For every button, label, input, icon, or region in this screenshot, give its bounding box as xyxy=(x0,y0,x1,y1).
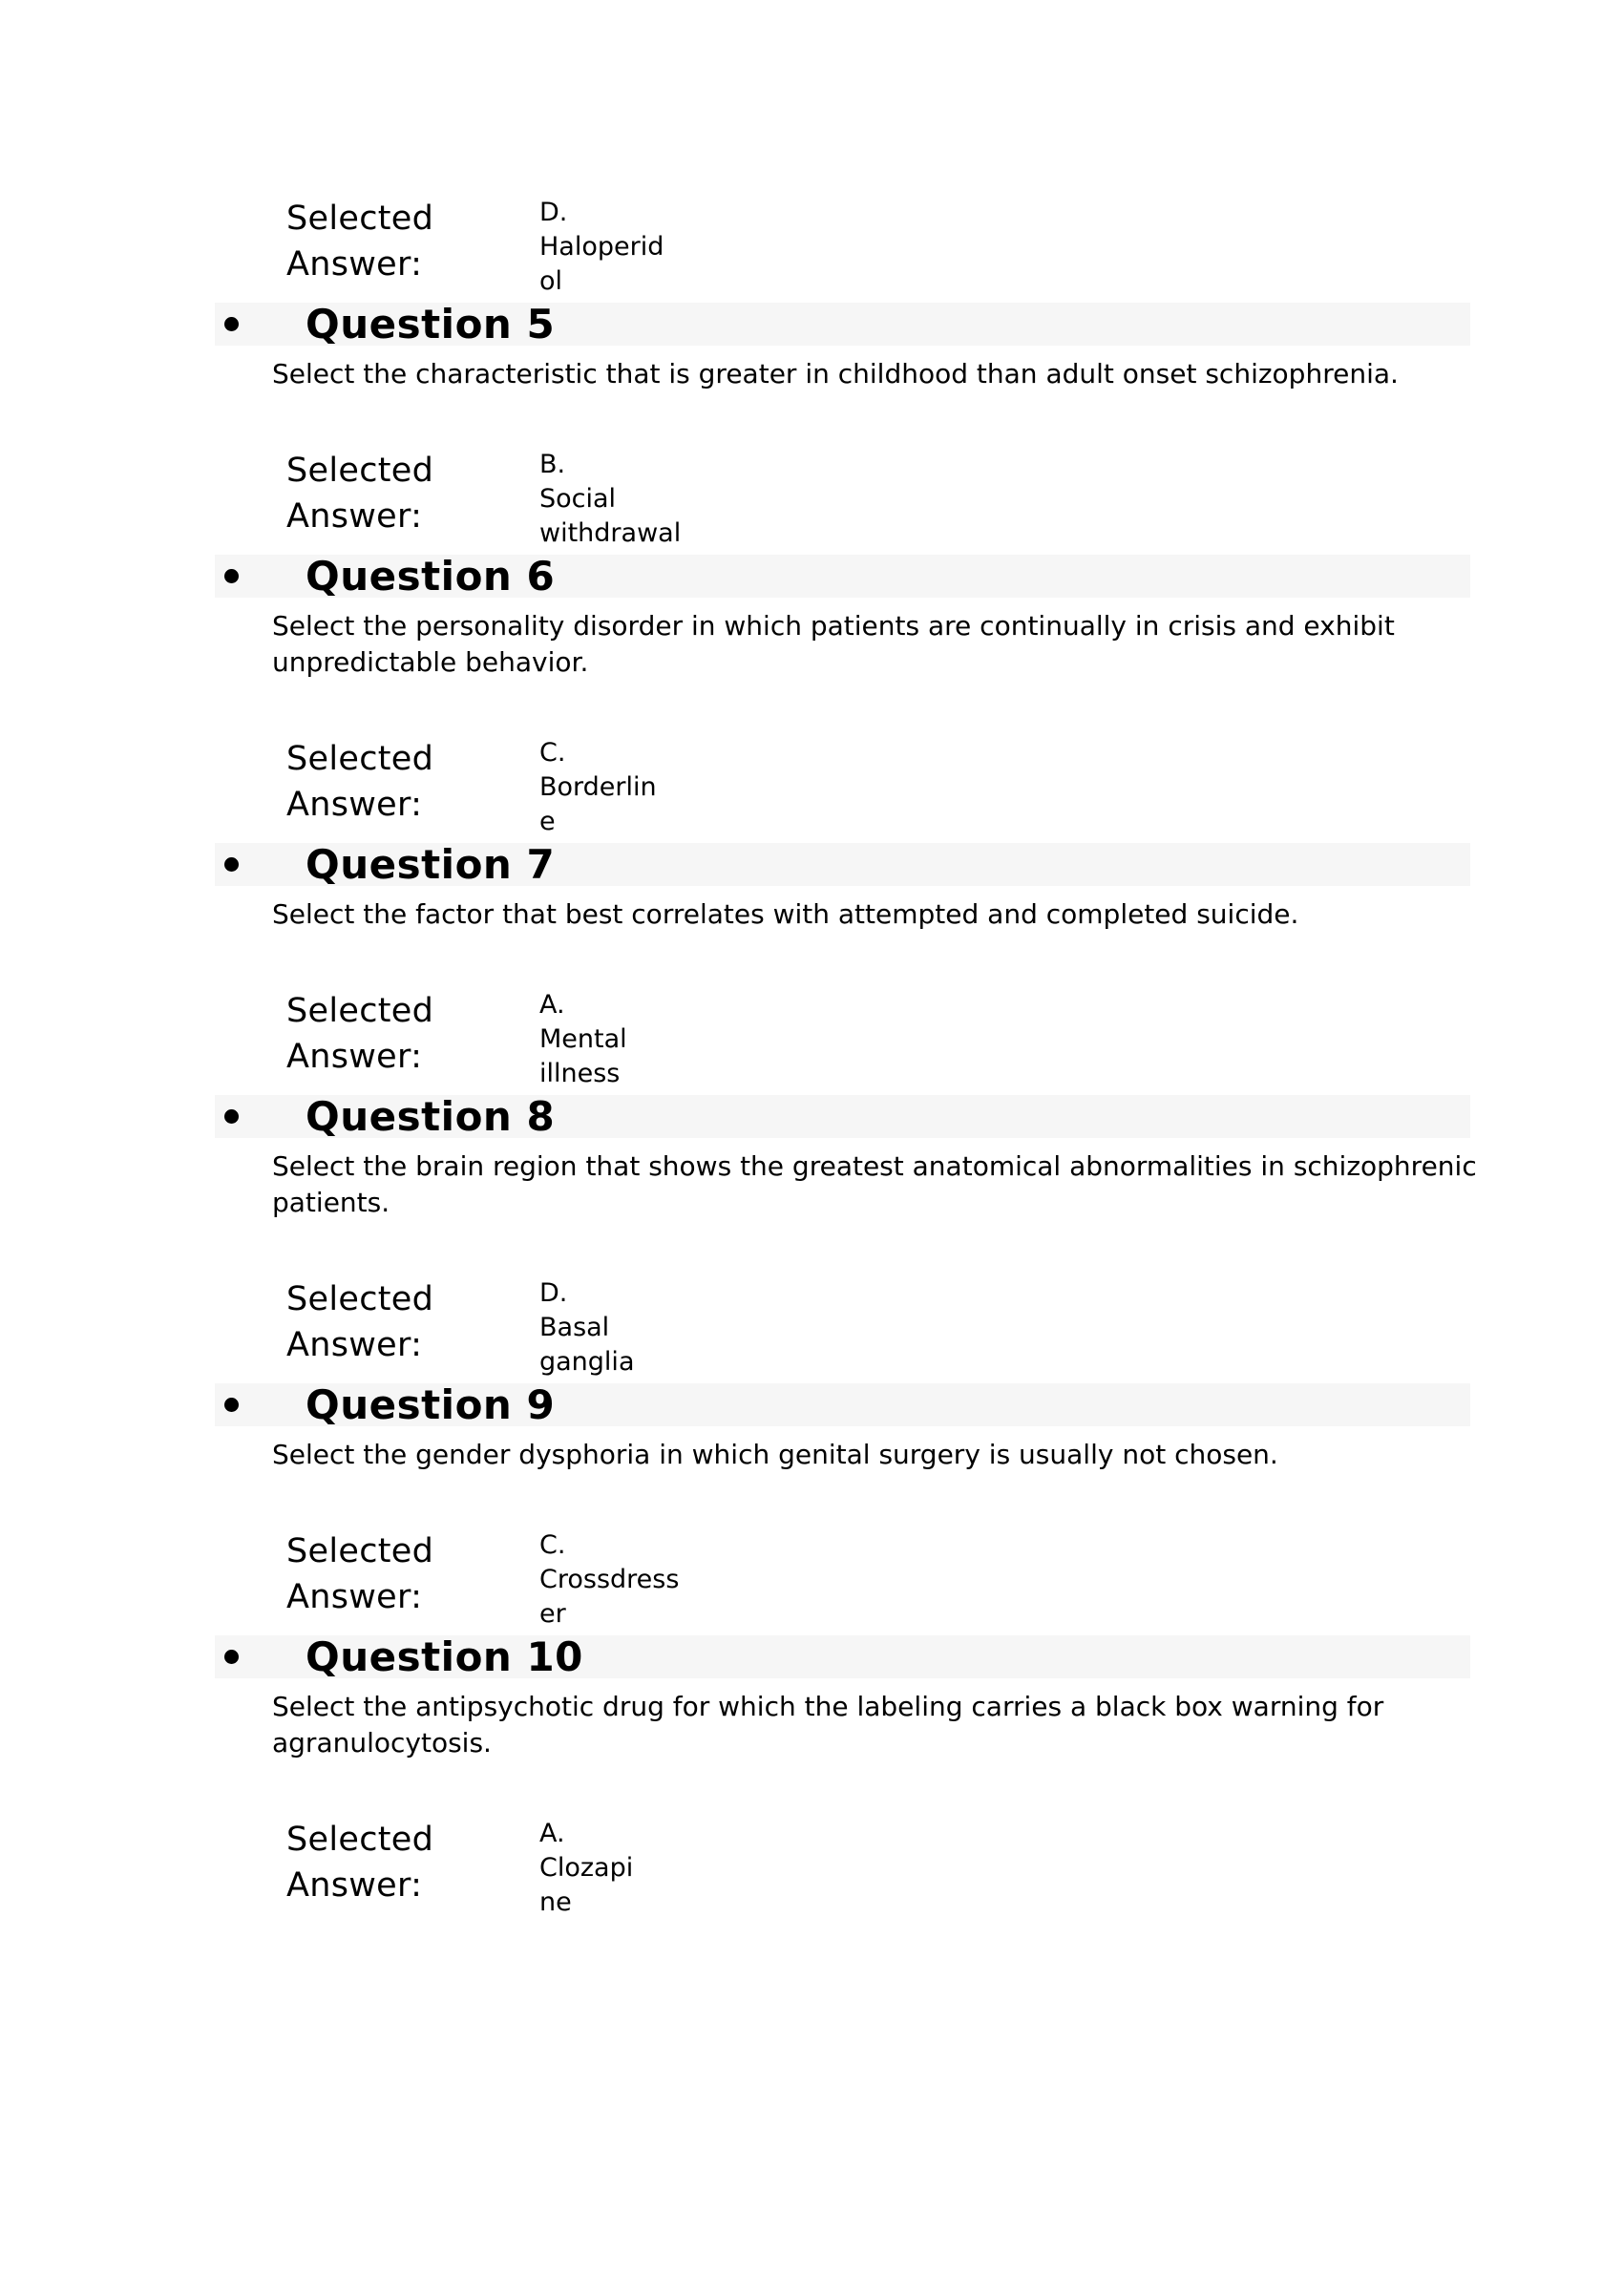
selected-answer-label: Selected Answer: xyxy=(286,740,434,824)
question-header xyxy=(215,555,1470,598)
answer-text-line: ol xyxy=(539,266,563,296)
selected-answer-value xyxy=(539,448,681,551)
selected-answer-row xyxy=(286,1276,1623,1380)
answer-text-line: ne xyxy=(539,1887,572,1917)
question-section xyxy=(0,1095,1623,1380)
question-prompt: Select the antipsychotic drug for which the labeling carries a black box warning for agranulocytosis. xyxy=(272,1691,1384,1759)
question-section xyxy=(0,843,1623,1091)
selected-answer-value xyxy=(539,196,664,299)
question-prompt: Select the factor that best correlates with attempted and completed suicide. xyxy=(272,898,1299,930)
selected-answer-row xyxy=(286,196,1623,299)
bullet-icon xyxy=(224,857,239,872)
answer-text-line: Social xyxy=(539,484,617,514)
answer-text-line: Borderlin xyxy=(539,772,657,802)
selected-answer-row xyxy=(286,988,1623,1091)
question-section xyxy=(0,555,1623,839)
question-section xyxy=(0,1635,1623,1920)
selected-answer-row xyxy=(286,1528,1623,1632)
answer-text-line: ganglia xyxy=(539,1347,635,1377)
question-section xyxy=(0,303,1623,551)
answer-letter: D. xyxy=(539,198,568,227)
bullet-icon xyxy=(224,1650,239,1664)
selected-answer-row xyxy=(286,448,1623,551)
answer-text-line: Basal xyxy=(539,1313,610,1342)
selected-answer-label: Selected Answer: xyxy=(286,1821,434,1905)
selected-answer-row xyxy=(286,1817,1623,1920)
selected-answer-value xyxy=(539,1276,634,1380)
selected-answer-value xyxy=(539,1817,633,1920)
answer-text-line: Crossdress xyxy=(539,1565,680,1594)
selected-answer-label: Selected Answer: xyxy=(286,452,434,536)
answer-text-line: withdrawal xyxy=(539,518,682,548)
selected-answer-value xyxy=(539,988,627,1091)
question-prompt: Select the characteristic that is greater in childhood than adult onset schizophrenia. xyxy=(272,358,1399,390)
answer-letter: C. xyxy=(539,738,566,768)
answer-letter: A. xyxy=(539,1819,565,1848)
selected-answer-value xyxy=(539,736,657,839)
answer-letter: D. xyxy=(539,1278,568,1308)
question-title: Question 9 xyxy=(306,1381,556,1428)
question-prompt: Select the personality disorder in which patients are continually in crisis and exhibit unpredictable behavior. xyxy=(272,610,1395,678)
answer-letter: C. xyxy=(539,1530,566,1560)
question-section xyxy=(0,1383,1623,1632)
bullet-icon xyxy=(224,569,239,583)
selected-answer-label: Selected Answer: xyxy=(286,1532,434,1616)
question-header xyxy=(215,843,1470,886)
question-header xyxy=(215,1383,1470,1426)
bullet-icon xyxy=(224,1109,239,1124)
selected-answer-value xyxy=(539,1528,679,1632)
bullet-icon xyxy=(224,1398,239,1412)
answer-text-line: er xyxy=(539,1599,566,1629)
selected-answer-label: Selected Answer: xyxy=(286,1280,434,1364)
question-title: Question 5 xyxy=(306,301,556,348)
answer-text-line: Mental xyxy=(539,1024,627,1054)
selected-answer-label: Selected Answer: xyxy=(286,992,434,1076)
answer-text-line: illness xyxy=(539,1059,621,1088)
question-title: Question 6 xyxy=(306,553,556,600)
question-header xyxy=(215,1095,1470,1138)
question-title: Question 10 xyxy=(306,1633,583,1680)
selected-answer-row xyxy=(286,736,1623,839)
selected-answer-label: Selected Answer: xyxy=(286,200,434,284)
bullet-icon xyxy=(224,317,239,331)
question-title: Question 8 xyxy=(306,1093,556,1140)
answer-letter: A. xyxy=(539,990,565,1020)
answer-text-line: Haloperid xyxy=(539,232,664,262)
question-header xyxy=(215,1635,1470,1678)
question-prompt: Select the brain region that shows the greatest anatomical abnormalities in schizophrenic patients. xyxy=(272,1150,1477,1218)
question-header xyxy=(215,303,1470,346)
answer-text-line: e xyxy=(539,807,556,836)
question-title: Question 7 xyxy=(306,841,556,888)
answer-text-line: Clozapi xyxy=(539,1853,634,1883)
question-prompt: Select the gender dysphoria in which genital surgery is usually not chosen. xyxy=(272,1439,1278,1470)
answer-letter: B. xyxy=(539,450,566,479)
